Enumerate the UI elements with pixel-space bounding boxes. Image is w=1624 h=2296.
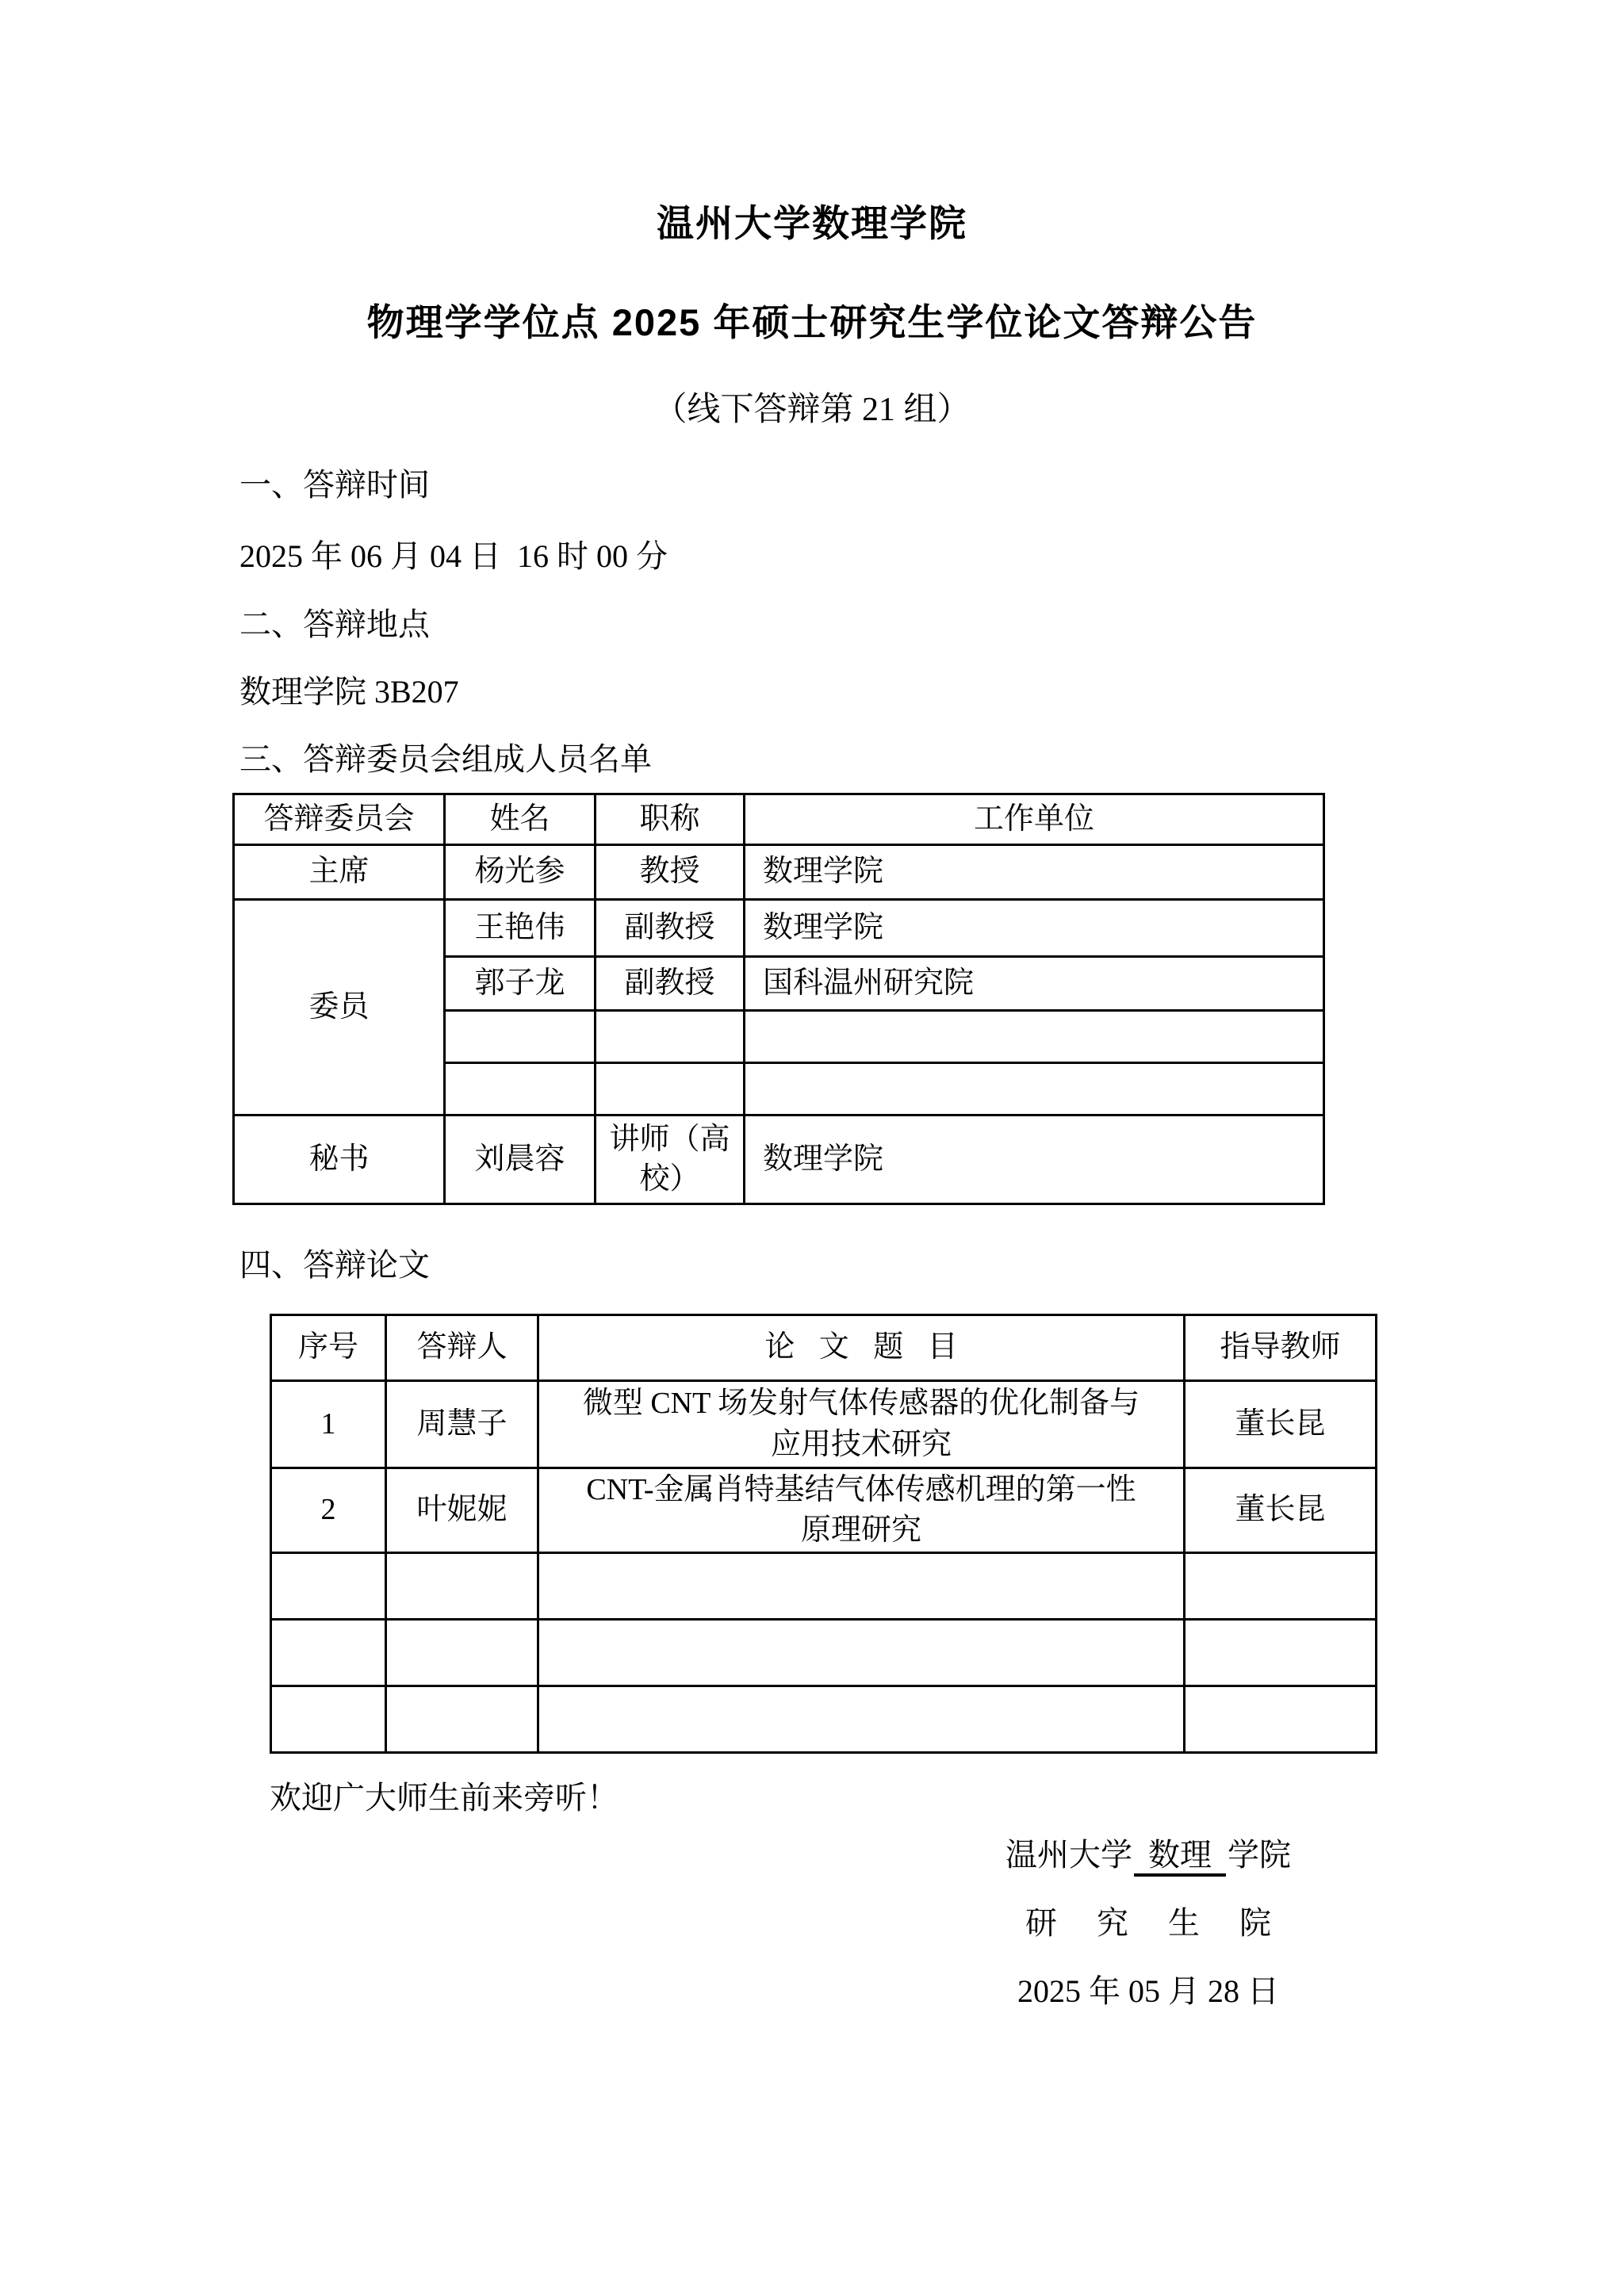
- table-row: [271, 1381, 1377, 1468]
- table-row: [234, 1115, 1324, 1204]
- committee-title-cell: [596, 1011, 745, 1063]
- committee-col-header-unit: 工作单位: [745, 794, 1324, 845]
- table-row: [271, 1620, 1377, 1686]
- table-row: [234, 900, 1324, 957]
- signature-date: 2025 年 05 月 28 日: [1017, 1973, 1279, 2009]
- signature-college-suffix: 学院: [1228, 1837, 1291, 1873]
- thesis-no-cell: [271, 1686, 386, 1753]
- committee-title-cell: 副教授: [596, 900, 745, 957]
- section-heading-thesis-list: 四、答辩论文: [239, 1247, 430, 1283]
- thesis-student-cell: [386, 1620, 538, 1686]
- thesis-title-cell: [538, 1553, 1185, 1620]
- thesis-no-cell: [271, 1553, 386, 1620]
- section-heading-committee-list: 三、答辩委员会组成人员名单: [239, 741, 652, 777]
- thesis-title-cell: CNT-金属肖特基结气体传感机理的第一性原理研究: [538, 1468, 1185, 1553]
- announcement-title: 物理学学位点 2025 年硕士研究生学位论文答辩公告: [366, 301, 1258, 343]
- committee-name-cell: 王艳伟: [445, 900, 596, 957]
- section-heading-defense-location: 二、答辩地点: [239, 607, 430, 642]
- thesis-student-cell: [386, 1686, 538, 1753]
- thesis-student-cell: 叶妮妮: [386, 1468, 538, 1553]
- thesis-title-cell: [538, 1620, 1185, 1686]
- committee-name-cell: 杨光参: [445, 845, 596, 900]
- thesis-table: [270, 1314, 1377, 1754]
- committee-header-row: [234, 794, 1324, 845]
- section-heading-defense-time: 一、答辩时间: [239, 467, 430, 503]
- thesis-advisor-cell: [1185, 1620, 1377, 1686]
- table-row: [271, 1553, 1377, 1620]
- table-row: [271, 1468, 1377, 1553]
- welcome-line: 欢迎广大师生前来旁听！: [270, 1780, 619, 1816]
- thesis-advisor-cell: 董长昆: [1185, 1381, 1377, 1468]
- committee-col-header-name: 姓名: [445, 794, 596, 845]
- thesis-no-cell: 2: [271, 1468, 386, 1553]
- thesis-student-cell: 周慧子: [386, 1381, 538, 1468]
- thesis-header-row: [271, 1315, 1377, 1381]
- group-subtitle: （线下答辩第 21 组）: [653, 392, 971, 428]
- thesis-title-cell: 微型 CNT 场发射气体传感器的优化制备与应用技术研究: [538, 1381, 1185, 1468]
- committee-name-cell: 刘晨容: [445, 1115, 596, 1204]
- thesis-advisor-cell: 董长昆: [1185, 1468, 1377, 1553]
- thesis-student-cell: [386, 1553, 538, 1620]
- committee-unit-cell: 数理学院: [745, 900, 1324, 957]
- thesis-col-header-no: 序号: [271, 1315, 386, 1381]
- page-title: 温州大学数理学院: [657, 202, 967, 244]
- thesis-advisor-cell: [1185, 1686, 1377, 1753]
- signature-department-underlined: 数理: [1134, 1838, 1226, 1877]
- defense-time-value: 2025 年 06 月 04 日 16 时 00 分: [239, 538, 668, 574]
- defense-location-value: 数理学院 3B207: [239, 674, 459, 710]
- committee-col-header-role: 答辩委员会: [234, 794, 445, 845]
- committee-table: [232, 793, 1325, 1205]
- committee-role-cell: 主席: [234, 845, 445, 900]
- committee-name-cell: 郭子龙: [445, 957, 596, 1011]
- signature-line-college: [910, 1838, 1386, 1877]
- committee-col-header-title: 职称: [596, 794, 745, 845]
- signature-line-graduate-school: 研究生院: [1025, 1905, 1311, 1941]
- committee-unit-cell: 数理学院: [745, 1115, 1324, 1204]
- signature-university: 温州大学: [1005, 1837, 1132, 1873]
- committee-unit-cell: 数理学院: [745, 845, 1324, 900]
- committee-title-cell: 讲师（高校）: [596, 1115, 745, 1204]
- thesis-col-header-title: 论文题目: [538, 1315, 1185, 1381]
- thesis-no-cell: 1: [271, 1381, 386, 1468]
- committee-name-cell: [445, 1063, 596, 1115]
- thesis-col-header-student: 答辩人: [386, 1315, 538, 1381]
- table-row: [271, 1686, 1377, 1753]
- table-row: [234, 845, 1324, 900]
- committee-title-cell: 副教授: [596, 957, 745, 1011]
- committee-unit-cell: [745, 1011, 1324, 1063]
- committee-title-cell: 教授: [596, 845, 745, 900]
- committee-role-cell-members: 委员: [234, 900, 445, 1115]
- committee-title-cell: [596, 1063, 745, 1115]
- committee-name-cell: [445, 1011, 596, 1063]
- committee-unit-cell: 国科温州研究院: [745, 957, 1324, 1011]
- thesis-col-header-advisor: 指导教师: [1185, 1315, 1377, 1381]
- thesis-advisor-cell: [1185, 1553, 1377, 1620]
- committee-unit-cell: [745, 1063, 1324, 1115]
- thesis-no-cell: [271, 1620, 386, 1686]
- thesis-title-cell: [538, 1686, 1185, 1753]
- committee-role-cell: 秘书: [234, 1115, 445, 1204]
